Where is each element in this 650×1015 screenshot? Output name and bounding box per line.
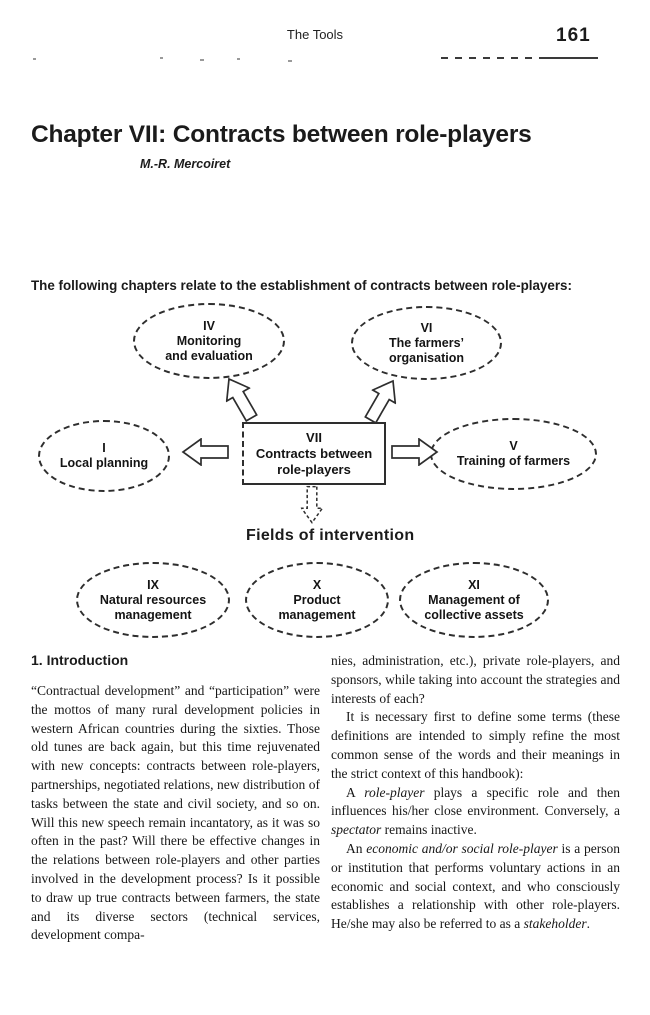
node-label: role-players: [277, 461, 351, 477]
node-numeral: X: [312, 577, 322, 592]
chapter-author: M.-R. Mercoiret: [140, 157, 231, 171]
diagram-node-product-management: [245, 562, 389, 638]
diagram-node-natural-resources: [76, 562, 230, 638]
header-rule-dashed: [441, 57, 541, 59]
scan-artifact: [33, 58, 36, 60]
body-paragraph: It is necessary first to define some terms (these definitions are intended to simply refine the most common sense of the words and their meanings in the strict context of this handbook):: [331, 709, 620, 781]
node-numeral: XI: [468, 577, 480, 592]
node-label: management: [278, 607, 356, 622]
header-rule-solid: [541, 57, 598, 59]
arrow-left-icon: [181, 438, 229, 466]
scan-artifact: [237, 58, 240, 60]
node-label: The farmers’: [388, 335, 465, 350]
node-label: Management of: [428, 592, 520, 607]
node-numeral: IV: [203, 318, 215, 333]
diagram-node-farmers-organisation: [351, 306, 502, 380]
body-paragraph: A role-player plays a specific role and then influences his/her close environment. Conversely, a spectator remains inactive.: [331, 784, 620, 838]
node-label: Local planning: [59, 456, 149, 470]
diagram-node-training-of-farmers: [430, 418, 597, 490]
body-paragraph: An economic and/or social role-player is a person or institution that performs voluntary actions in an economic and social context, and who consciously establishes a relationship with other role-players. He/she may also be referred to as a stakeholder.: [331, 840, 621, 932]
chapter-title: Chapter VII: Contracts between role-players: [31, 121, 532, 148]
node-numeral: V: [509, 439, 518, 453]
right-column: [331, 652, 620, 934]
scan-artifact: [200, 59, 204, 61]
node-numeral: VII: [306, 429, 322, 445]
scan-artifact: [288, 60, 292, 62]
section-heading: 1. Introduction: [31, 652, 129, 668]
diagram-node-contracts-between-role-players: [242, 422, 386, 485]
node-label: management: [114, 607, 192, 622]
running-title: The Tools: [286, 27, 344, 42]
node-label: and evaluation: [165, 348, 253, 363]
node-label: Training of farmers: [456, 454, 571, 468]
node-label: organisation: [388, 350, 464, 365]
node-label: Contracts between: [255, 445, 373, 461]
diagram-node-local-planning: [38, 420, 170, 492]
arrow-up-left-icon: [216, 370, 264, 426]
node-label: Product: [293, 592, 341, 607]
arrow-up-right-icon: [358, 372, 406, 428]
node-numeral: VI: [420, 320, 433, 335]
diagram-node-monitoring-evaluation: [133, 303, 285, 379]
diagram-node-collective-assets: [399, 562, 549, 638]
lead-sentence: The following chapters relate to the establishment of contracts between role-players:: [31, 278, 572, 294]
node-label: Natural resources: [99, 592, 207, 607]
page-number: 161: [556, 25, 591, 46]
left-column: [31, 652, 320, 945]
arrow-down-icon: [301, 486, 323, 524]
node-numeral: IX: [147, 577, 159, 592]
node-label: collective assets: [424, 607, 524, 622]
node-label: Monitoring: [176, 333, 242, 348]
node-numeral: I: [102, 441, 106, 455]
scan-artifact: [160, 57, 163, 59]
diagram-caption: Fields of intervention: [246, 527, 415, 544]
body-paragraph: “Contractual development” and “participation” were the mottos of many rural development policies in western African countries during the sixties. Those old tunes are back again, but this time rejuvenated with new concepts: contracts between role-players, partnerships, negotiated relations, new distribution of tasks between the state and civil society, and so on. Will this new speech remain incantatory, as it was so often in the past? Will there be effective changes in the relations between role-players and other parties involved in the development process? Is it possible to draw up true contracts between farmers, the state and its diverse sectors (technical services, development compa-: [31, 683, 320, 943]
body-paragraph: nies, administration, etc.), private role-players, and sponsors, while taking into account the strategies and interests of each?: [331, 653, 620, 706]
arrow-right-icon: [391, 438, 439, 466]
